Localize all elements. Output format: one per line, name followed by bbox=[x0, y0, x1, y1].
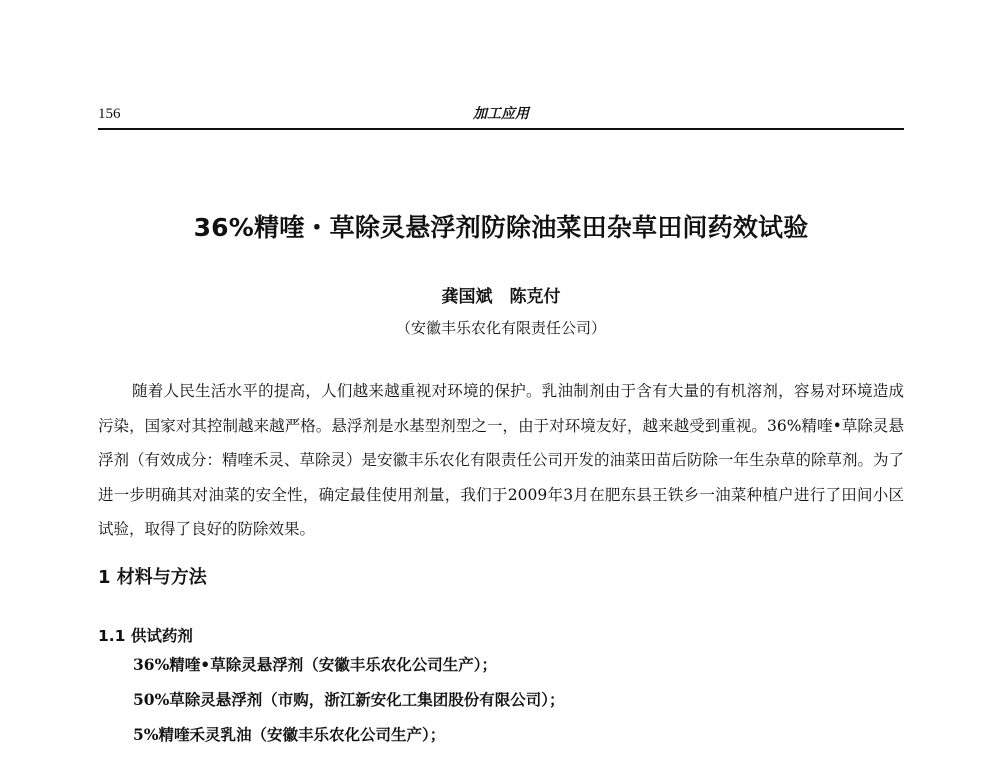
subsection-heading-test-agents: 1.1 供试药剂 bbox=[98, 627, 193, 645]
introduction-paragraph: 随着人民生活水平的提高，人们越来越重视对环境的保护。乳油制剂由于含有大量的有机溶剂，容易对环境造成污染，国家对其控制越来越严格。悬浮剂是水基型剂型之一，由于对环境友好，越来越受到重视。36%精喹•草除灵悬浮剂（有效成分：精喹禾灵、草除灵）是安徽丰乐农化有限责任公司开发的油菜田苗后防除一年生杂草的除草剂。为了进一步明确其对油菜的安全性，确定最佳使用剂量，我们于2009年3月在肥东县王铁乡一油菜种植户进行了田间小区试验，取得了良好的防除效果。 bbox=[98, 382, 905, 538]
author-affiliation: （安徽丰乐农化有限责任公司） bbox=[395, 319, 606, 337]
page-number: 156 bbox=[98, 106, 121, 122]
test-agent-item: 5%精喹禾灵乳油（安徽丰乐农化公司生产）； bbox=[133, 725, 446, 744]
test-agent-item: 50%草除灵悬浮剂（市购，浙江新安化工集团股份有限公司）； bbox=[133, 690, 565, 709]
section-heading-materials-methods: 1 材料与方法 bbox=[98, 567, 207, 588]
test-agent-list bbox=[133, 654, 893, 759]
article-title: 36%精喹・草除灵悬浮剂防除油菜田杂草田间药效试验 bbox=[193, 213, 809, 242]
running-header bbox=[98, 104, 904, 130]
test-agent-item: 36%精喹•草除灵悬浮剂（安徽丰乐农化公司生产）； bbox=[133, 655, 497, 674]
journal-section-label: 加工应用 bbox=[473, 106, 529, 122]
article-authors: 龚国斌 陈克付 bbox=[441, 287, 561, 307]
